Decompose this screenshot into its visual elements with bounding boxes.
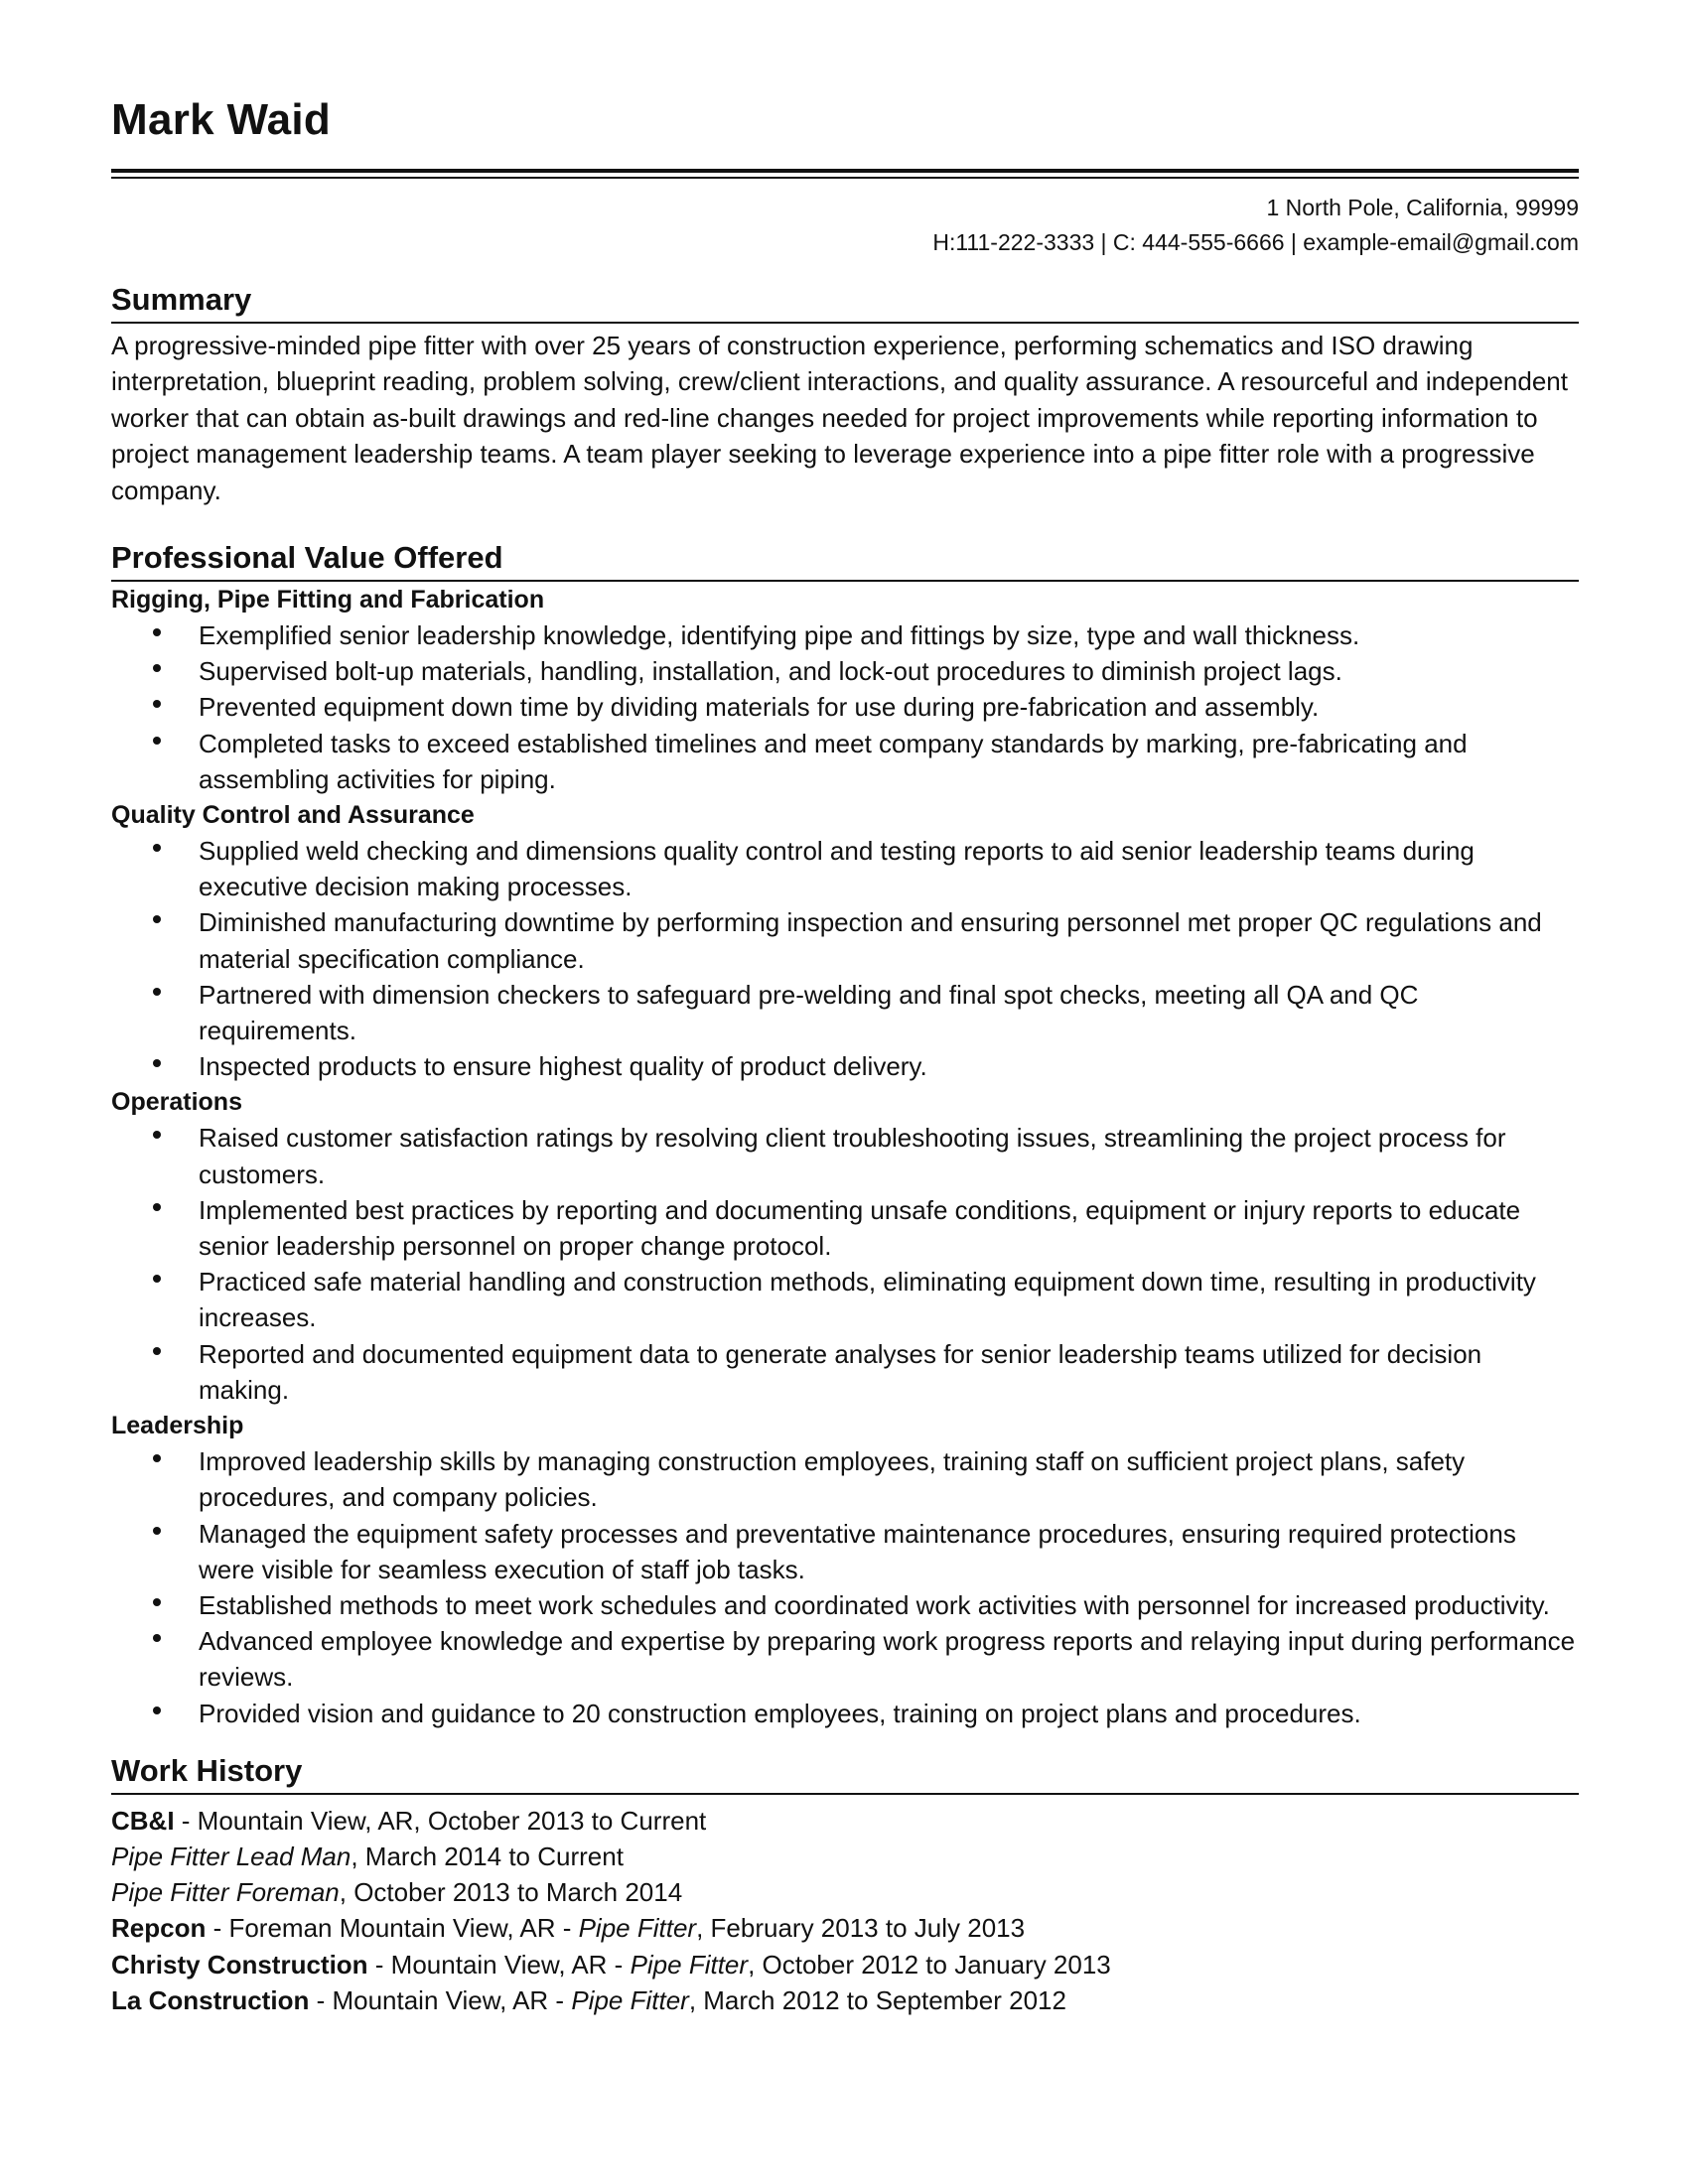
list-item: Prevented equipment down time by dividing materials for use during pre-fabrication and assembly. (111, 689, 1579, 725)
job-title: Pipe Fitter Foreman (111, 1877, 340, 1908)
job-dates: , February 2013 to July 2013 (696, 1913, 1026, 1944)
value-group-title: Rigging, Pipe Fitting and Fabrication (111, 586, 545, 614)
summary-text: A progressive-minded pipe fitter with over 25 years of construction experience, performing schematics and ISO drawing interpretation, blueprint reading, problem solving, crew/client interactions, and quality assurance. A resourceful and independent worker that can obtain as-built drawings and red-line changes needed for project improvements while reporting information to project management leadership teams. A team player seeking to leverage experience into a pipe fitter role with a progressive company. (111, 331, 1568, 505)
company-name: Repcon (111, 1913, 207, 1944)
work-role-foreman (111, 1874, 1579, 1910)
summary-section (111, 280, 1579, 508)
work-details: - Mountain View, AR, October 2013 to Current (174, 1805, 707, 1836)
work-role-lead-man (111, 1839, 1579, 1874)
contact-phones-email: H:111-222-3333 | C: 444-555-6666 | example-email@gmail.com (932, 229, 1579, 255)
work-history-section (111, 1751, 1579, 2018)
work-history-rule (111, 1793, 1579, 1795)
work-entry-la (111, 1982, 1579, 2018)
value-group-operations (111, 1084, 1579, 1408)
list-item: Managed the equipment safety processes and preventative maintenance procedures, ensuring required protections were visible for seamless execution of staff job tasks. (111, 1516, 1579, 1587)
list-item: Practiced safe material handling and construction methods, eliminating equipment down time, resulting in productivity increases. (111, 1264, 1579, 1335)
list-item: Improved leadership skills by managing construction employees, training staff on sufficient project plans, safety procedures, and company policies. (111, 1443, 1579, 1515)
company-name: Christy Construction (111, 1949, 368, 1979)
value-group-title: Quality Control and Assurance (111, 801, 475, 830)
list-item: Diminished manufacturing downtime by performing inspection and ensuring personnel met proper QC regulations and material specification compliance. (111, 904, 1579, 976)
contact-block (111, 191, 1579, 260)
header-rule-thick (111, 169, 1579, 173)
job-title: Pipe Fitter (571, 1984, 689, 2015)
list-item: Raised customer satisfaction ratings by resolving client troubleshooting issues, streamlining the project process for customers. (111, 1120, 1579, 1191)
company-name: La Construction (111, 1984, 310, 2015)
list-item: Reported and documented equipment data to generate analyses for senior leadership teams utilized for decision making. (111, 1336, 1579, 1408)
job-title: Pipe Fitter Lead Man (111, 1841, 352, 1871)
value-group-quality (111, 797, 1579, 1084)
work-history-title: Work History (111, 1752, 303, 1788)
professional-value-section (111, 538, 1579, 1731)
contact-address: 1 North Pole, California, 99999 (1266, 195, 1579, 220)
list-item: Provided vision and guidance to 20 construction employees, training on project plans and procedures. (111, 1696, 1579, 1731)
value-group-title: Operations (111, 1088, 242, 1117)
list-item: Exemplified senior leadership knowledge, identifying pipe and fittings by size, type and wall thickness. (111, 617, 1579, 653)
summary-title: Summary (111, 282, 252, 317)
list-item: Partnered with dimension checkers to safeguard pre-welding and final spot checks, meeting all QA and QC requirements. (111, 977, 1579, 1048)
list-item: Inspected products to ensure highest quality of product delivery. (111, 1048, 1579, 1084)
value-group-rigging (111, 582, 1579, 797)
work-entry-repcon (111, 1910, 1579, 1946)
list-item: Implemented best practices by reporting and documenting unsafe conditions, equipment or injury reports to educate senior leadership personnel on proper change protocol. (111, 1192, 1579, 1264)
header-rule-thin (111, 177, 1579, 179)
list-item: Supplied weld checking and dimensions quality control and testing reports to aid senior leadership teams during executive decision making processes. (111, 833, 1579, 904)
job-title: Pipe Fitter (578, 1913, 697, 1944)
summary-rule (111, 322, 1579, 324)
work-entry-christy (111, 1947, 1579, 1982)
job-dates: , March 2012 to September 2012 (688, 1984, 1066, 2015)
value-group-leadership (111, 1408, 1579, 1731)
work-entry-cbi (111, 1803, 1579, 1839)
list-item: Supervised bolt-up materials, handling, installation, and lock-out procedures to diminish project lags. (111, 653, 1579, 689)
work-location: - Mountain View, AR - (309, 1984, 572, 2015)
job-dates: , October 2013 to March 2014 (339, 1877, 683, 1908)
list-item: Completed tasks to exceed established timelines and meet company standards by marking, pre-fabricating and assembling activities for piping. (111, 726, 1579, 797)
job-dates: , October 2012 to January 2013 (748, 1949, 1111, 1979)
work-location: - Foreman Mountain View, AR - (206, 1913, 579, 1944)
list-item: Advanced employee knowledge and expertise by preparing work progress reports and relaying input during performance reviews. (111, 1623, 1579, 1695)
work-history-list (111, 1803, 1579, 2018)
job-dates: , March 2014 to Current (351, 1841, 624, 1871)
job-title: Pipe Fitter (630, 1949, 749, 1979)
work-location: - Mountain View, AR - (367, 1949, 631, 1979)
list-item: Established methods to meet work schedules and coordinated work activities with personnel for increased productivity. (111, 1587, 1579, 1623)
value-group-title: Leadership (111, 1412, 244, 1440)
company-name: CB&I (111, 1805, 175, 1836)
professional-value-title: Professional Value Offered (111, 540, 503, 576)
candidate-name: Mark Waid (111, 95, 332, 144)
